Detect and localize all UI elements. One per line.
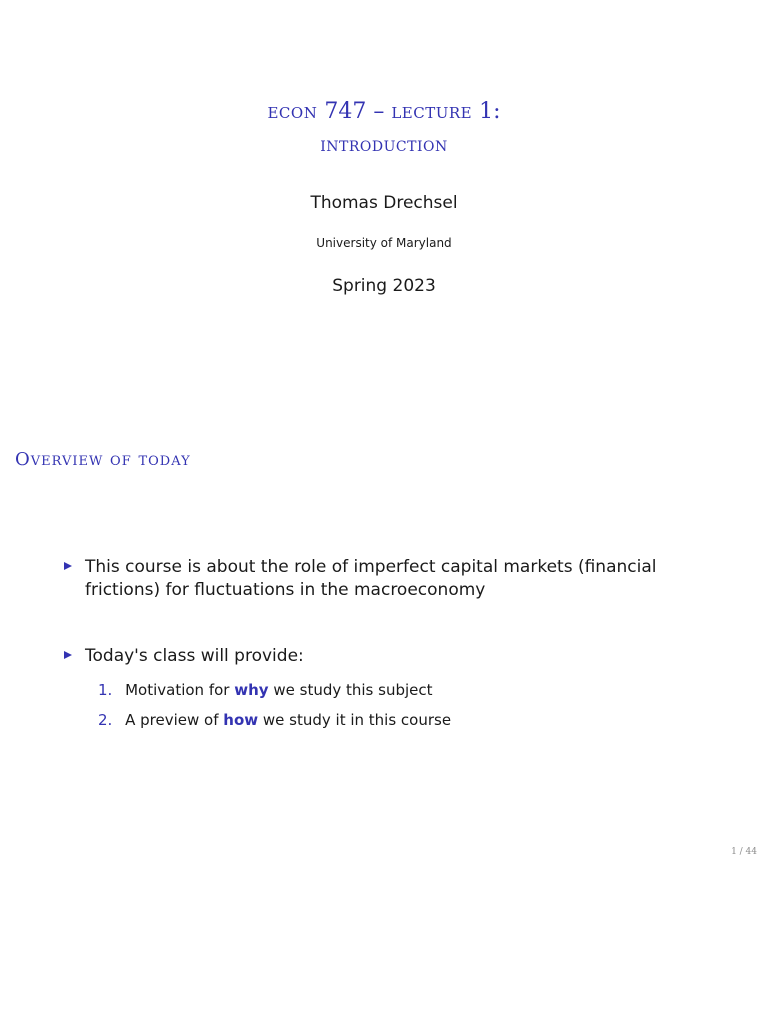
enum-text-pre: Motivation for	[125, 681, 230, 699]
enum-item-1	[98, 680, 433, 700]
title-course-number: 747	[324, 99, 367, 124]
title-lecture-number: 1:	[479, 99, 501, 124]
title-lecture-word: lecture	[391, 99, 473, 124]
triangle-bullet-icon	[64, 562, 72, 570]
bullet-1-text: This course is about the role of imperfect capital markets (financial frictions) for fluctuations in the macroeconomy	[85, 557, 657, 600]
bullet-2-marker	[64, 645, 85, 668]
triangle-bullet-icon	[64, 651, 72, 659]
title-prefix: econ	[267, 99, 318, 124]
enum-text-post: we study it in this course	[262, 711, 452, 729]
frame-title: Overview of today	[15, 449, 191, 470]
enum-highlight: why	[234, 681, 269, 699]
title-dash: –	[373, 99, 385, 124]
enum-number: 2.	[98, 711, 113, 729]
bullet-1-marker	[64, 556, 85, 579]
enum-text-pre: A preview of	[125, 711, 219, 729]
bullet-2-text: Today's class will provide:	[85, 646, 304, 666]
slide-title-line2: introduction	[320, 132, 448, 156]
enum-highlight: how	[223, 711, 259, 729]
enum-number: 1.	[98, 681, 113, 699]
institution: University of Maryland	[316, 236, 452, 250]
author-name: Thomas Drechsel	[310, 193, 458, 213]
enum-item-2	[98, 710, 451, 730]
page-number: 1 / 44	[731, 847, 757, 857]
enum-text-post: we study this subject	[273, 681, 433, 699]
date: Spring 2023	[332, 276, 436, 296]
slide-title-line1	[0, 98, 768, 126]
